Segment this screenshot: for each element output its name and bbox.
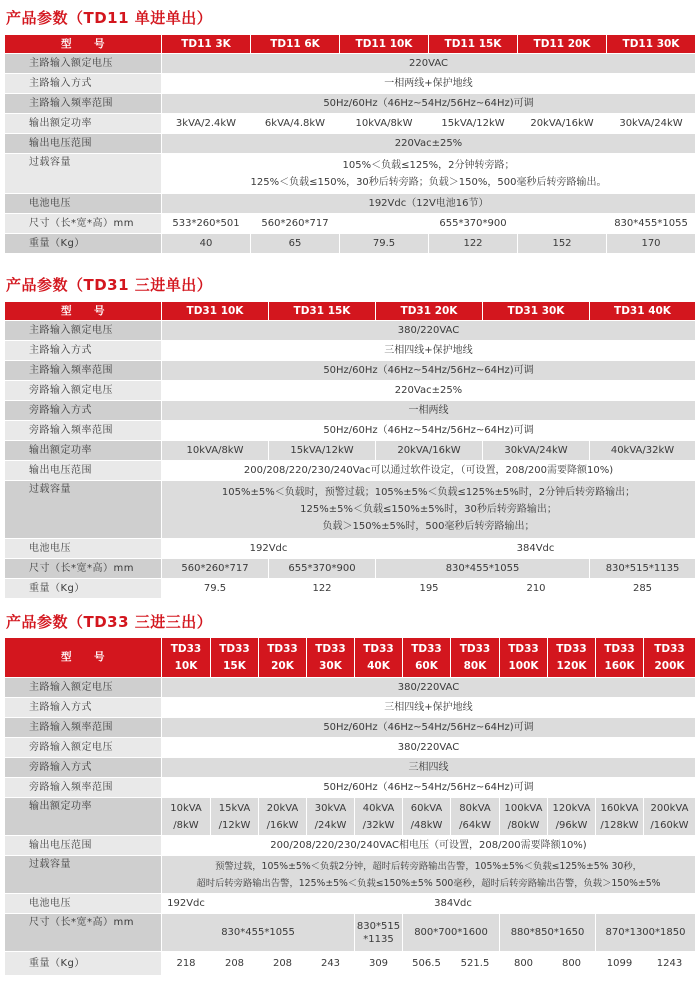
value-cell: 10kVA/8kW <box>162 441 269 461</box>
row-label: 输出额定功率 <box>5 441 162 461</box>
row-label: 重量（Kg） <box>5 579 162 599</box>
value-cell: 384Vdc <box>211 894 696 914</box>
value-cell: 800 <box>548 952 596 976</box>
model-cell: TD33 10K <box>162 638 211 678</box>
value-cell: 195 <box>376 579 483 599</box>
value-cell: 220Vac±25% <box>162 134 696 154</box>
value-cell: 50Hz/60Hz（46Hz~54Hz/56Hz~64Hz)可调 <box>162 361 696 381</box>
value-cell: 152 <box>518 234 607 254</box>
td31-header-row <box>5 302 696 321</box>
value-cell: 79.5 <box>162 579 269 599</box>
value-cell <box>162 856 696 894</box>
value-cell: 560*260*717 <box>251 214 340 234</box>
value-cell: 三相四线+保护地线 <box>162 341 696 361</box>
overload-line: 预警过载，105%±5%＜负载2分钟，超时后转旁路输出告警，105%±5%＜负载≤125%±5% 30秒， <box>215 860 642 872</box>
value-cell: 50Hz/60Hz（46Hz~54Hz/56Hz~64Hz)可调 <box>162 94 696 114</box>
row-label: 旁路输入方式 <box>5 401 162 421</box>
model-cell: TD11 15K <box>429 35 518 54</box>
td31-title: 产品参数（TD31 三进单出） <box>6 276 213 294</box>
value-cell: 800*700*1600 <box>403 914 500 952</box>
row-label: 旁路输入频率范围 <box>5 421 162 441</box>
value-cell: 830*455*1055 <box>376 559 590 579</box>
value-cell: 15kVA /12kW <box>211 798 259 836</box>
value-cell: 830*455*1055 <box>607 214 696 234</box>
model-cell: TD33 40K <box>355 638 403 678</box>
value-cell: 170 <box>607 234 696 254</box>
value-cell: 309 <box>355 952 403 976</box>
value-cell: 60kVA /48kW <box>403 798 451 836</box>
value-cell <box>162 154 696 194</box>
value-cell: 40 <box>162 234 251 254</box>
overload-line: 105%±5%＜负载时，预警过载；105%±5%＜负载≤125%±5%时，2分钟后转旁路输出； <box>221 487 636 498</box>
model-cell: TD33 20K <box>259 638 307 678</box>
value-cell: 160kVA /128kW <box>596 798 644 836</box>
value-cell: 208 <box>211 952 259 976</box>
value-cell <box>162 481 696 539</box>
value-cell: 655*370*900 <box>269 559 376 579</box>
value-cell: 20kVA/16kW <box>518 114 607 134</box>
value-cell: 800 <box>500 952 548 976</box>
model-label: 型 号 <box>5 35 162 54</box>
value-cell: 80kVA /64kW <box>451 798 500 836</box>
value-cell: 15kVA/12kW <box>269 441 376 461</box>
model-cell: TD11 10K <box>340 35 429 54</box>
model-cell: TD11 20K <box>518 35 607 54</box>
row-label: 主路输入方式 <box>5 341 162 361</box>
model-cell: TD33 30K <box>307 638 355 678</box>
value-cell: 79.5 <box>340 234 429 254</box>
value-cell: 6kVA/4.8kW <box>251 114 340 134</box>
model-cell: TD31 10K <box>162 302 269 321</box>
model-cell: TD31 30K <box>483 302 590 321</box>
model-cell: TD11 3K <box>162 35 251 54</box>
value-cell: 40kVA/32kW <box>590 441 696 461</box>
row-label: 主路输入方式 <box>5 74 162 94</box>
value-cell: 15kVA/12kW <box>429 114 518 134</box>
td11-header-row <box>5 35 696 54</box>
row-label: 输出电压范围 <box>5 134 162 154</box>
row-label: 旁路输入方式 <box>5 758 162 778</box>
value-cell: 521.5 <box>451 952 500 976</box>
model-cell: TD33 120K <box>548 638 596 678</box>
value-cell: 220Vac±25% <box>162 381 696 401</box>
value-cell: 30kVA/24kW <box>483 441 590 461</box>
row-label: 旁路输入额定电压 <box>5 381 162 401</box>
value-cell: 210 <box>483 579 590 599</box>
row-label: 输出额定功率 <box>5 798 162 836</box>
model-cell: TD33 200K <box>644 638 696 678</box>
row-label: 主路输入频率范围 <box>5 718 162 738</box>
td11-spec-table <box>4 34 696 254</box>
value-cell: 380/220VAC <box>162 738 696 758</box>
value-cell: 65 <box>251 234 340 254</box>
row-label: 重量（Kg） <box>5 234 162 254</box>
value-cell: 30kVA /24kW <box>307 798 355 836</box>
value-cell: 285 <box>590 579 696 599</box>
value-cell: 10kVA/8kW <box>340 114 429 134</box>
value-cell: 830*515 *1135 <box>355 914 403 952</box>
row-label: 重量（Kg） <box>5 952 162 976</box>
value-cell: 243 <box>307 952 355 976</box>
value-cell: 218 <box>162 952 211 976</box>
row-label: 输出额定功率 <box>5 114 162 134</box>
model-cell: TD33 100K <box>500 638 548 678</box>
row-label: 主路输入频率范围 <box>5 94 162 114</box>
value-cell: 200/208/220/230/240VAC相电压（可设置，208/200需要降额10%) <box>162 836 696 856</box>
row-label: 电池电压 <box>5 539 162 559</box>
row-label: 过载容量 <box>5 154 162 194</box>
value-cell: 830*455*1055 <box>162 914 355 952</box>
value-cell: 830*515*1135 <box>590 559 696 579</box>
row-label: 主路输入额定电压 <box>5 321 162 341</box>
value-cell: 一相两线+保护地线 <box>162 74 696 94</box>
value-cell: 192Vdc <box>162 539 376 559</box>
value-cell: 208 <box>259 952 307 976</box>
value-cell: 50Hz/60Hz（46Hz~54Hz/56Hz~64Hz)可调 <box>162 778 696 798</box>
value-cell: 1243 <box>644 952 696 976</box>
model-cell: TD33 80K <box>451 638 500 678</box>
value-cell: 192Vdc（12V电池16节） <box>162 194 696 214</box>
value-cell: 380/220VAC <box>162 321 696 341</box>
value-cell: 560*260*717 <box>162 559 269 579</box>
row-label: 尺寸（长*宽*高）mm <box>5 214 162 234</box>
overload-line: 负载＞150%±5%时，500毫秒后转旁路输出； <box>322 521 535 532</box>
model-cell: TD33 15K <box>211 638 259 678</box>
value-cell: 200kVA /160kW <box>644 798 696 836</box>
row-label: 旁路输入频率范围 <box>5 778 162 798</box>
model-cell: TD31 20K <box>376 302 483 321</box>
model-cell: TD11 30K <box>607 35 696 54</box>
row-label: 过载容量 <box>5 856 162 894</box>
td33-spec-table <box>4 637 696 976</box>
row-label: 主路输入额定电压 <box>5 54 162 74</box>
value-cell: 506.5 <box>403 952 451 976</box>
value-cell: 880*850*1650 <box>500 914 596 952</box>
row-label: 电池电压 <box>5 194 162 214</box>
row-label: 电池电压 <box>5 894 162 914</box>
model-cell: TD11 6K <box>251 35 340 54</box>
model-label: 型 号 <box>5 302 162 321</box>
overload-line: 125%±5%＜负载≤150%±5%时，30秒后转旁路输出； <box>300 504 557 515</box>
td31-spec-table <box>4 301 696 599</box>
overload-line: 超时后转旁路输出告警，125%±5%＜负载≤150%±5% 500毫秒，超时后转旁路输出告警，负载＞150%±5% <box>196 877 661 889</box>
row-label: 输出电压范围 <box>5 836 162 856</box>
model-cell: TD33 160K <box>596 638 644 678</box>
value-cell: 20kVA /16kW <box>259 798 307 836</box>
value-cell: 10kVA /8kW <box>162 798 211 836</box>
model-cell: TD31 40K <box>590 302 696 321</box>
value-cell: 220VAC <box>162 54 696 74</box>
row-label: 旁路输入额定电压 <box>5 738 162 758</box>
value-cell: 40kVA /32kW <box>355 798 403 836</box>
value-cell: 20kVA/16kW <box>376 441 483 461</box>
value-cell: 一相两线 <box>162 401 696 421</box>
row-label: 主路输入方式 <box>5 698 162 718</box>
row-label: 过载容量 <box>5 481 162 539</box>
value-cell: 384Vdc <box>376 539 696 559</box>
value-cell: 1099 <box>596 952 644 976</box>
value-cell: 50Hz/60Hz（46Hz~54Hz/56Hz~64Hz)可调 <box>162 421 696 441</box>
row-label: 主路输入频率范围 <box>5 361 162 381</box>
row-label: 尺寸（长*宽*高）mm <box>5 914 162 952</box>
model-cell: TD33 60K <box>403 638 451 678</box>
value-cell: 50Hz/60Hz（46Hz~54Hz/56Hz~64Hz)可调 <box>162 718 696 738</box>
value-cell: 30kVA/24kW <box>607 114 696 134</box>
overload-line: 125%＜负载≤150%，30秒后转旁路；负载＞150%，500毫秒后转旁路输出。 <box>250 176 607 188</box>
td33-title: 产品参数（TD33 三进三出） <box>6 613 213 631</box>
value-cell: 122 <box>429 234 518 254</box>
value-cell: 122 <box>269 579 376 599</box>
row-label: 尺寸（长*宽*高）mm <box>5 559 162 579</box>
value-cell: 三相四线+保护地线 <box>162 698 696 718</box>
value-cell: 100kVA /80kW <box>500 798 548 836</box>
value-cell: 533*260*501 <box>162 214 251 234</box>
model-label: 型 号 <box>5 638 162 678</box>
value-cell: 3kVA/2.4kW <box>162 114 251 134</box>
value-cell: 380/220VAC <box>162 678 696 698</box>
row-label: 主路输入额定电压 <box>5 678 162 698</box>
td33-header-row <box>5 638 696 678</box>
td11-title: 产品参数（TD11 单进单出） <box>6 9 213 27</box>
value-cell: 870*1300*1850 <box>596 914 696 952</box>
overload-line: 105%＜负载≤125%，2分钟转旁路； <box>342 159 515 171</box>
row-label: 输出电压范围 <box>5 461 162 481</box>
model-cell: TD31 15K <box>269 302 376 321</box>
value-cell: 192Vdc <box>162 894 211 914</box>
value-cell: 三相四线 <box>162 758 696 778</box>
value-cell: 655*370*900 <box>340 214 607 234</box>
value-cell: 200/208/220/230/240Vac可以通过软件设定，（可设置，208/200需要降额10%) <box>162 461 696 481</box>
value-cell: 120kVA /96kW <box>548 798 596 836</box>
